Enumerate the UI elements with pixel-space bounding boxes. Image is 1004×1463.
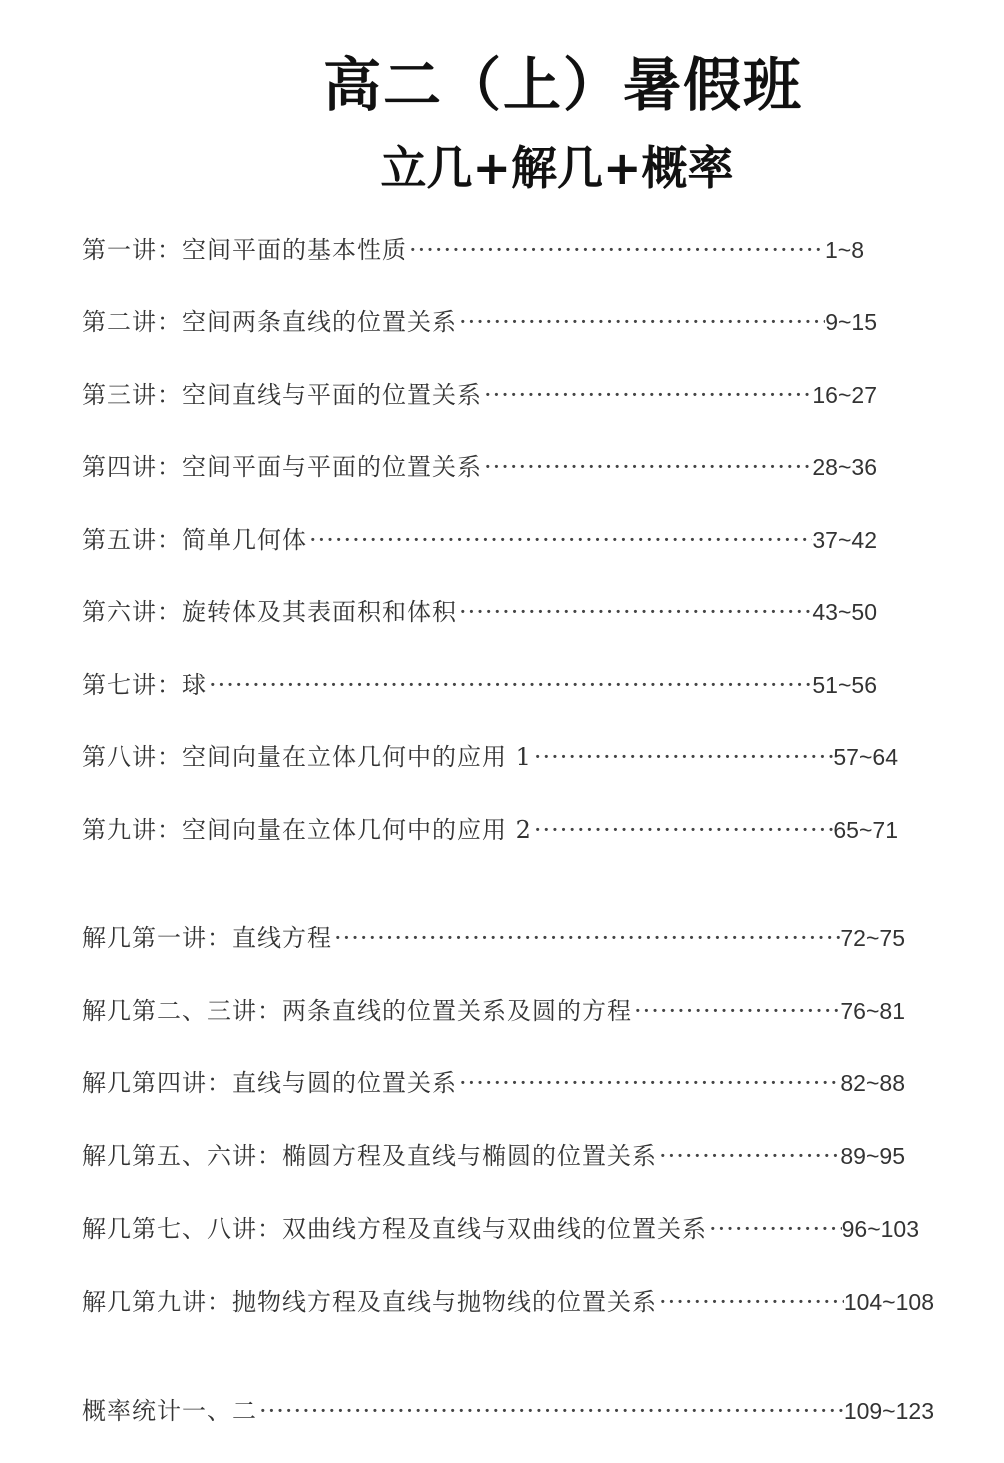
- toc-entry: [82, 1212, 919, 1246]
- toc-entry: [82, 740, 898, 774]
- toc-entry-pages: 104~108: [843, 1289, 934, 1315]
- toc-entry: [82, 1285, 934, 1319]
- toc-leader-dots: [632, 994, 840, 1028]
- toc-entry-label: 第七讲：球: [82, 671, 207, 699]
- toc-entry: [82, 378, 877, 412]
- toc-entry-pages: 89~95: [840, 1143, 905, 1169]
- toc-entry: [82, 1066, 905, 1100]
- page-subtitle: 立几+解几+概率: [380, 141, 734, 195]
- toc-entry-label: 解几第四讲：直线与圆的位置关系: [82, 1069, 457, 1097]
- toc-entry: [82, 668, 877, 702]
- toc-entry-label: 第五讲：简单几何体: [82, 526, 307, 554]
- toc-entry-label: 概率统计一、二: [82, 1397, 257, 1425]
- toc-entry-label: 解几第七、八讲：双曲线方程及直线与双曲线的位置关系: [82, 1215, 707, 1243]
- toc-entry: [82, 994, 905, 1028]
- toc-entry-pages: 57~64: [833, 744, 898, 770]
- toc-entry: [82, 1139, 905, 1173]
- toc-entry: [82, 523, 877, 557]
- toc-leader-dots: [332, 921, 840, 955]
- toc-entry: [82, 813, 898, 847]
- toc-entry-pages: 16~27: [812, 382, 877, 408]
- toc-leader-dots: [532, 740, 833, 774]
- toc-entry-label: 第一讲：空间平面的基本性质: [82, 236, 407, 264]
- toc-entry-label: 第八讲：空间向量在立体几何中的应用 1: [82, 743, 532, 771]
- toc-leader-dots: [482, 450, 812, 484]
- toc-entry-pages: 72~75: [840, 925, 905, 951]
- toc-entry-label: 第九讲：空间向量在立体几何中的应用 2: [82, 816, 532, 844]
- toc-entry-pages: 28~36: [812, 454, 877, 480]
- toc-entry: [82, 595, 877, 629]
- toc-leader-dots: [407, 233, 825, 267]
- toc-entry-label: 第四讲：空间平面与平面的位置关系: [82, 453, 482, 481]
- page-title: 高二（上）暑假班: [322, 51, 803, 119]
- toc-leader-dots: [307, 523, 812, 557]
- toc-entry-label: 解几第九讲：抛物线方程及直线与抛物线的位置关系: [82, 1288, 657, 1316]
- toc-entry-label: 解几第一讲：直线方程: [82, 924, 332, 952]
- toc-entry-label: 解几第五、六讲：椭圆方程及直线与椭圆的位置关系: [82, 1142, 657, 1170]
- toc-entry-pages: 96~103: [841, 1216, 919, 1242]
- toc-entry-pages: 109~123: [843, 1398, 934, 1424]
- toc-leader-dots: [657, 1285, 844, 1319]
- toc-entry-pages: 37~42: [812, 527, 877, 553]
- toc-entry-label: 第二讲：空间两条直线的位置关系: [82, 308, 457, 336]
- toc-entry-pages: 43~50: [812, 599, 877, 625]
- toc-leader-dots: [457, 595, 812, 629]
- toc-entry-label: 解几第二、三讲：两条直线的位置关系及圆的方程: [82, 997, 632, 1025]
- toc-leader-dots: [482, 378, 812, 412]
- toc-entry-pages: 76~81: [840, 998, 905, 1024]
- toc-entry-label: 第六讲：旋转体及其表面积和体积: [82, 598, 457, 626]
- toc-leader-dots: [207, 668, 812, 702]
- toc-entry: [82, 450, 877, 484]
- toc-entry-label: 第三讲：空间直线与平面的位置关系: [82, 381, 482, 409]
- toc-leader-dots: [707, 1212, 842, 1246]
- toc-entry-pages: 9~15: [825, 309, 877, 335]
- toc-leader-dots: [257, 1394, 844, 1428]
- toc-entry-pages: 51~56: [812, 672, 877, 698]
- toc-leader-dots: [657, 1139, 840, 1173]
- toc-entry-pages: 82~88: [840, 1070, 905, 1096]
- toc-entry: [82, 305, 877, 339]
- toc-entry-pages: 65~71: [833, 817, 898, 843]
- toc-leader-dots: [457, 1066, 840, 1100]
- toc-entry: [82, 921, 905, 955]
- toc-leader-dots: [457, 305, 825, 339]
- toc-leader-dots: [532, 813, 833, 847]
- toc-entry: [82, 1394, 934, 1428]
- toc-entry-pages: 1~8: [824, 237, 864, 263]
- toc-entry: [82, 233, 864, 267]
